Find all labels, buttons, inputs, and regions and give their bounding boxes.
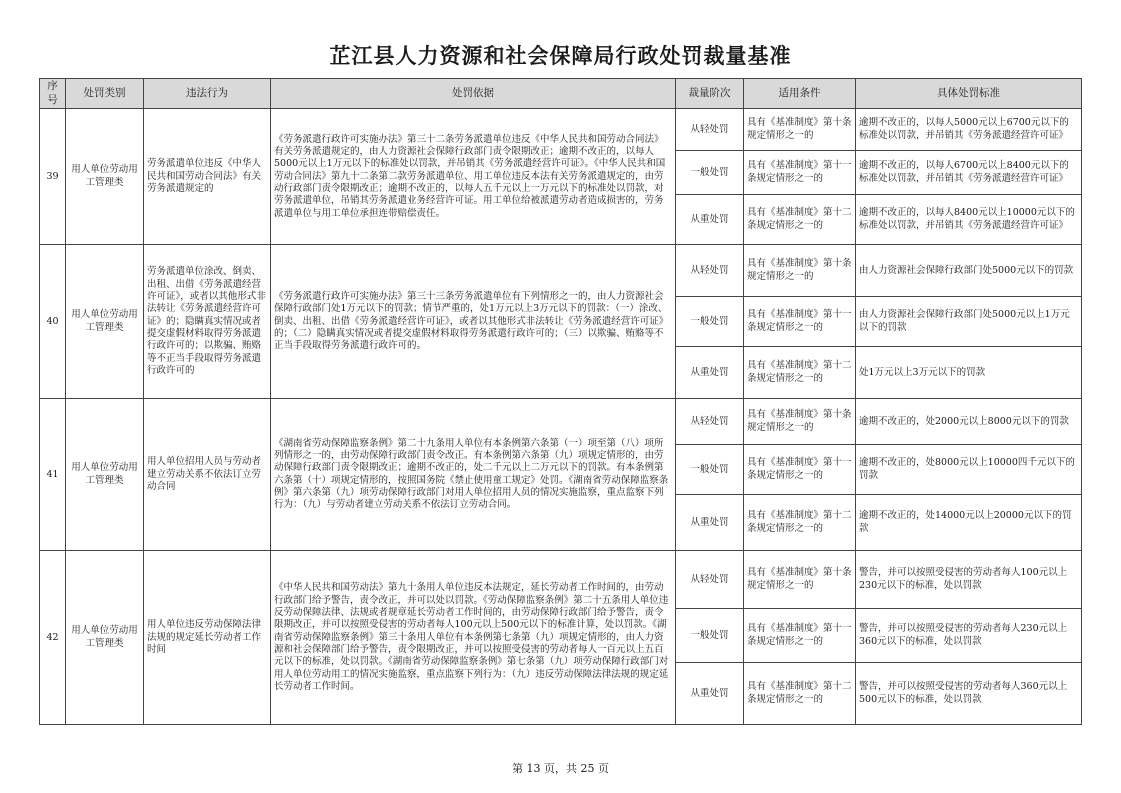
level-label: 从重处罚 bbox=[676, 347, 744, 399]
level-condition: 具有《基准制度》第十条规定情形之一的 bbox=[744, 551, 856, 609]
penalty-table bbox=[39, 78, 1082, 725]
level-label: 从轻处罚 bbox=[676, 399, 744, 445]
level-label: 从轻处罚 bbox=[676, 109, 744, 151]
row-category: 用人单位劳动用工管理类 bbox=[66, 551, 144, 725]
header-basis: 处罚依据 bbox=[271, 79, 676, 109]
level-standard: 逾期不改正的，处2000元以上8000元以下的罚款 bbox=[856, 399, 1082, 445]
level-standard: 警告，并可以按照受侵害的劳动者每人230元以上360元以下的标准，处以罚款 bbox=[856, 609, 1082, 663]
level-standard: 逾期不改正的，处8000元以上10000四千元以下的罚款 bbox=[856, 445, 1082, 495]
header-standard: 具体处罚标准 bbox=[856, 79, 1082, 109]
header-row bbox=[40, 79, 1082, 109]
row-category: 用人单位劳动用工管理类 bbox=[66, 245, 144, 399]
row-category: 用人单位劳动用工管理类 bbox=[66, 109, 144, 245]
level-label: 一般处罚 bbox=[676, 609, 744, 663]
table-row bbox=[40, 551, 1082, 609]
level-label: 从轻处罚 bbox=[676, 245, 744, 297]
table-row bbox=[40, 399, 1082, 445]
level-standard: 警告，并可以按照受侵害的劳动者每人100元以上230元以下的标准，处以罚款 bbox=[856, 551, 1082, 609]
row-no: 40 bbox=[40, 245, 66, 399]
level-condition: 具有《基准制度》第十一条规定情形之一的 bbox=[744, 609, 856, 663]
row-violation: 劳务派遣单位违反《中华人民共和国劳动合同法》有关劳务派遣规定的 bbox=[144, 109, 271, 245]
level-label: 从重处罚 bbox=[676, 663, 744, 725]
row-basis: 《湖南省劳动保障监察条例》第二十九条用人单位有本条例第六条第（一）项至第（八）项所列情形之一的，由劳动保障行政部门责令改正。有本条例第六条第（九）项规定情形的，由劳动保障行政部门责令限期改正；逾期不改正的，处二千元以上二万元以下的罚款。有本条例第六条第（十）项规定情形的，按照国务院《禁止使用童工规定》处罚。《湖南省劳动保障监察条例》第六条第（九）项劳动保障行政部门对用人单位招用人员的情况实施监察，重点监察下列行为：（九）与劳动者建立劳动关系不依法订立劳动合同。 bbox=[271, 399, 676, 551]
level-label: 一般处罚 bbox=[676, 445, 744, 495]
level-condition: 具有《基准制度》第十二条规定情形之一的 bbox=[744, 495, 856, 551]
row-violation: 用人单位违反劳动保障法律法规的规定延长劳动者工作时间 bbox=[144, 551, 271, 725]
level-standard: 逾期不改正的，以每人8400元以上10000元以下的标准处以罚款，并吊销其《劳务派遣经营许可证》 bbox=[856, 195, 1082, 245]
table-row bbox=[40, 109, 1082, 151]
row-violation: 劳务派遣单位涂改、倒卖、出租、出借《劳务派遣经营许可证》，或者以其他形式非法转让《劳务派遣经营许可证》的；隐瞒真实情况或者提交虚假材料取得劳务派遣行政许可的；以欺骗、贿赂等不正当手段取得劳务派遣行政许可的 bbox=[144, 245, 271, 399]
row-category: 用人单位劳动用工管理类 bbox=[66, 399, 144, 551]
row-no: 39 bbox=[40, 109, 66, 245]
level-standard: 逾期不改正的，以每人6700元以上8400元以下的标准处以罚款，并吊销其《劳务派遣经营许可证》 bbox=[856, 151, 1082, 195]
level-label: 一般处罚 bbox=[676, 151, 744, 195]
table-row bbox=[40, 245, 1082, 297]
level-standard: 由人力资源社会保障行政部门处5000元以上1万元以下的罚款 bbox=[856, 297, 1082, 347]
level-standard: 逾期不改正的，以每人5000元以上6700元以下的标准处以罚款，并吊销其《劳务派遣经营许可证》 bbox=[856, 109, 1082, 151]
level-standard: 逾期不改正的，处14000元以上20000元以下的罚款 bbox=[856, 495, 1082, 551]
header-condition: 适用条件 bbox=[744, 79, 856, 109]
level-standard: 处1万元以上3万元以下的罚款 bbox=[856, 347, 1082, 399]
row-no: 42 bbox=[40, 551, 66, 725]
header-level: 裁量阶次 bbox=[676, 79, 744, 109]
level-condition: 具有《基准制度》第十条规定情形之一的 bbox=[744, 109, 856, 151]
level-condition: 具有《基准制度》第十二条规定情形之一的 bbox=[744, 347, 856, 399]
page-number: 第 13 页，共 25 页 bbox=[512, 762, 609, 775]
level-condition: 具有《基准制度》第十二条规定情形之一的 bbox=[744, 663, 856, 725]
level-condition: 具有《基准制度》第十条规定情形之一的 bbox=[744, 245, 856, 297]
level-condition: 具有《基准制度》第十一条规定情形之一的 bbox=[744, 151, 856, 195]
level-condition: 具有《基准制度》第十一条规定情形之一的 bbox=[744, 445, 856, 495]
header-category: 处罚类别 bbox=[66, 79, 144, 109]
row-basis: 《劳务派遣行政许可实施办法》第三十二条劳务派遣单位违反《中华人民共和国劳动合同法》有关劳务派遣规定的，由人力资源社会保障行政部门责令限期改正；逾期不改正的，以每人5000元以上1万元以下的标准处以罚款，并吊销其《劳务派遣经营许可证》。《中华人民共和国劳动合同法》第九十二条第二款劳务派遣单位、用工单位违反本法有关劳务派遣规定的，由劳动行政部门责令限期改正；逾期不改正的，以每人五千元以上一万元以下的标准处以罚款，对劳务派遣单位，吊销其劳务派遣业务经营许可证。用工单位给被派遣劳动者造成损害的，劳务派遣单位与用工单位承担连带赔偿责任。 bbox=[271, 109, 676, 245]
row-basis: 《中华人民共和国劳动法》第九十条用人单位违反本法规定，延长劳动者工作时间的，由劳动行政部门给予警告，责令改正，并可以处以罚款。《劳动保障监察条例》第二十五条用人单位违反劳动保障法律、法规或者规章延长劳动者工作时间的，由劳动保障行政部门给予警告，责令限期改正，并可以按照受侵害的劳动者每人100元以上500元以下的标准计算，处以罚款。《湖南省劳动保障监察条例》第三十条用人单位有本条例第七条第（九）项规定情形的，由人力资源和社会保障部门给予警告，责令限期改正，并可以按照受侵害的劳动者每人一百元以上五百元以下的标准，处以罚款。《湖南省劳动保障监察条例》第七条第（九）项劳动保障行政部门对用人单位劳动用工的情况实施监察，重点监察下列行为：（九）违反劳动保障法律法规的规定延长劳动者工作时间。 bbox=[271, 551, 676, 725]
level-standard: 由人力资源社会保障行政部门处5000元以下的罚款 bbox=[856, 245, 1082, 297]
level-standard: 警告，并可以按照受侵害的劳动者每人360元以上500元以下的标准，处以罚款 bbox=[856, 663, 1082, 725]
page-title: 芷江县人力资源和社会保障局行政处罚裁量基准 bbox=[329, 43, 792, 68]
row-violation: 用人单位招用人员与劳动者建立劳动关系不依法订立劳动合同 bbox=[144, 399, 271, 551]
level-condition: 具有《基准制度》第十二条规定情形之一的 bbox=[744, 195, 856, 245]
level-label: 从轻处罚 bbox=[676, 551, 744, 609]
level-condition: 具有《基准制度》第十一条规定情形之一的 bbox=[744, 297, 856, 347]
row-basis: 《劳务派遣行政许可实施办法》第三十三条劳务派遣单位有下列情形之一的，由人力资源社会保障行政部门处1万元以下的罚款；情节严重的，处1万元以上3万元以下的罚款：（一）涂改、倒卖、出租、出借《劳务派遣经营许可证》，或者以其他形式非法转让《劳务派遣经营许可证》的；（二）隐瞒真实情况或者提交虚假材料取得劳务派遣行政许可的；（三）以欺骗、贿赂等不正当手段取得劳务派遣行政许可的。 bbox=[271, 245, 676, 399]
level-condition: 具有《基准制度》第十条规定情形之一的 bbox=[744, 399, 856, 445]
header-no: 序号 bbox=[40, 79, 66, 109]
level-label: 从重处罚 bbox=[676, 195, 744, 245]
level-label: 一般处罚 bbox=[676, 297, 744, 347]
row-no: 41 bbox=[40, 399, 66, 551]
header-violation: 违法行为 bbox=[144, 79, 271, 109]
level-label: 从重处罚 bbox=[676, 495, 744, 551]
